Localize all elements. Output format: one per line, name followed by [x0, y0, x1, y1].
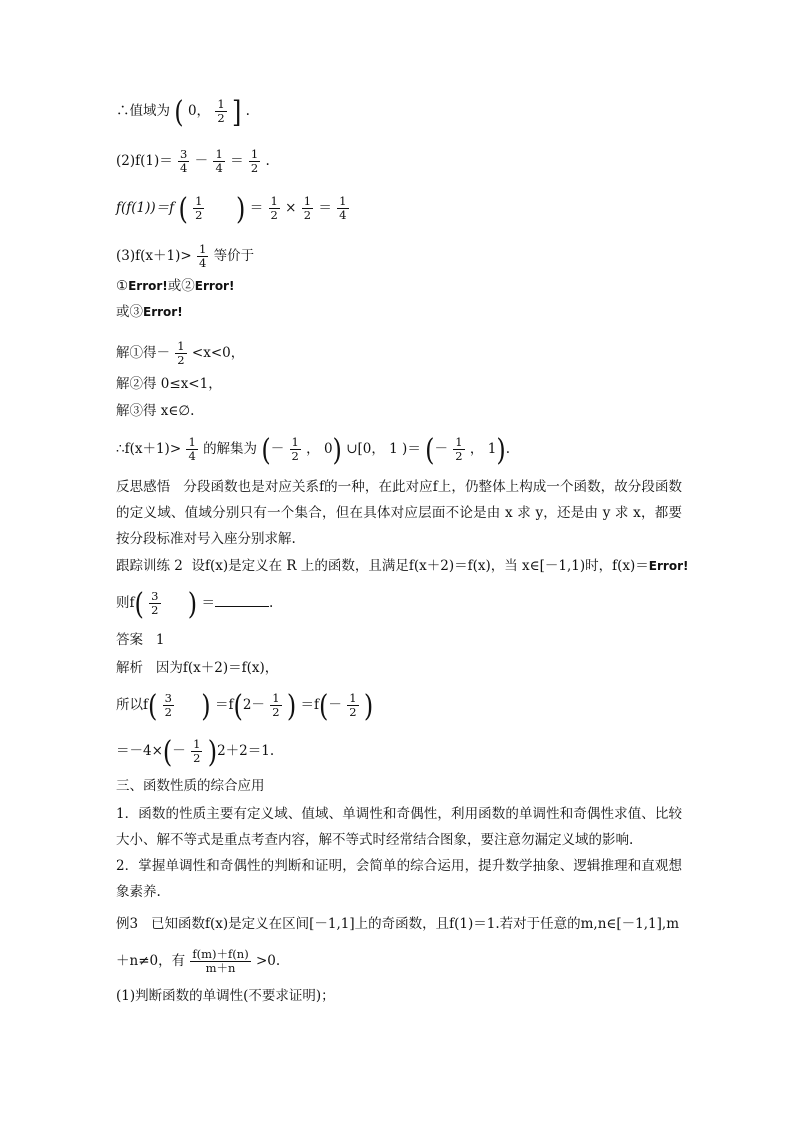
- exercise-question: 则f( $\frac{3}{2}$ ) ＝ .: [116, 586, 274, 621]
- right-bracket: ]: [231, 94, 242, 129]
- solution-3: 解③得 x∈∅.: [116, 403, 195, 419]
- exercise-label: 跟踪训练 2: [116, 558, 183, 574]
- q3-line: (3)f(x＋1)> $\frac{1}{4}$ 等价于: [116, 242, 255, 270]
- fraction: $\frac{1}{4}$: [198, 242, 207, 270]
- reflection-paragraph: 反思感悟 分段函数也是对应关系f的一种，在此对应f上，仍整体上构成一个函数，故分段函数的定义域、值域分别只有一个集合，但在具体对应层面不论是由 x 求 y，还是由 y 求 x，都要按分段标准对号入座分别求解.: [116, 479, 683, 547]
- fraction: $\frac{1}{2}$: [217, 97, 225, 125]
- conclusion-line: ∴f(x＋1)> $\frac{1}{4}$ 的解集为 (－ $\frac{1}{2}$ ， 0) ∪[0， 1 )＝ (－ $\frac{1}{2}$ ， 1).: [116, 432, 510, 467]
- fraction: $\frac{1}{2}$: [177, 339, 185, 367]
- section-title: 三、函数性质的综合应用: [116, 778, 265, 794]
- solution-1: 解①得－ $\frac{1}{2}$ <x<0，: [116, 339, 245, 367]
- range-line: ∴值域为 ( 0， $\frac{1}{2}$ ] .: [116, 94, 250, 129]
- fraction: $\frac{1}{2}$: [272, 691, 280, 719]
- point-1: 1．函数的性质主要有定义域、值域、单调性和奇偶性，利用函数的单调性和奇偶性求值、比较大小、解不等式是重点考查内容，解不等式时经常结合图象，要注意勿漏定义域的影响.: [116, 806, 682, 848]
- fraction: $\frac{3}{2}$: [151, 589, 159, 617]
- answer-blank: [215, 594, 269, 607]
- solution-2: 解②得 0≤x<1，: [116, 376, 222, 392]
- fraction: $\frac{1}{2}$: [250, 147, 259, 175]
- fraction: $\frac{1}{4}$: [215, 147, 223, 175]
- fraction: $\frac{1}{2}$: [455, 435, 463, 463]
- error-ref: Error!: [128, 279, 168, 293]
- range-lower: 0，: [187, 103, 211, 119]
- example-line-2: ＋n≠0，有 $\frac{f(m)+f(n)}{m+n}$ >0.: [116, 947, 281, 975]
- error-line-1: ①Error!或②Error!: [116, 278, 235, 294]
- fraction: $\frac{1}{2}$: [349, 691, 357, 719]
- answer-value: 1: [155, 632, 165, 648]
- exercise-line: 跟踪训练 2 设f(x)是定义在 R 上的函数，且满足f(x＋2)＝f(x)，当 x∈[－1,1)时，f(x)＝Error!: [116, 558, 689, 574]
- left-bracket: (: [174, 94, 184, 129]
- fraction: $\frac{f(m)+f(n)}{m+n}$: [192, 947, 249, 975]
- range-prefix: ∴值域为: [116, 103, 170, 119]
- ff1-line: f(f(1))＝f ( $\frac{1}{2}$ ) ＝ $\frac{1}{2}$ × $\frac{1}{2}$ ＝ $\frac{1}{4}$: [116, 191, 347, 226]
- answer-label: 答案: [116, 632, 143, 648]
- analysis-line-2: 所以f( $\frac{3}{2}$ ) ＝f(2－ $\frac{1}{2}$ ) ＝f(－ $\frac{1}{2}$ ): [116, 688, 374, 723]
- point-2: 2．掌握单调性和奇偶性的判断和证明，会简单的综合运用，提升数学抽象、逻辑推理和直观想象素养.: [116, 858, 682, 900]
- fraction: $\frac{1}{2}$: [195, 194, 203, 222]
- fraction: $\frac{1}{2}$: [193, 737, 201, 765]
- analysis-line-3: ＝－4×(－ $\frac{1}{2}$ )2＋2＝1.: [116, 734, 275, 769]
- answer-line: [116, 630, 164, 650]
- example-label: 例3: [116, 916, 139, 932]
- error-ref: Error!: [648, 559, 689, 573]
- fraction: $\frac{1}{4}$: [339, 194, 347, 222]
- error-line-2: 或③Error!: [116, 304, 183, 320]
- fraction: $\frac{1}{2}$: [303, 194, 312, 222]
- example-question-1: (1)判断函数的单调性(不要求证明)；: [116, 988, 335, 1004]
- fraction: $\frac{1}{4}$: [188, 435, 196, 463]
- error-ref: Error!: [143, 305, 183, 319]
- reflection-label: 反思感悟: [116, 479, 171, 495]
- fraction: $\frac{1}{2}$: [270, 194, 278, 222]
- f1-line: (2)f(1)＝ $\frac{3}{4}$ － $\frac{1}{4}$ ＝ $\frac{1}{2}$ .: [116, 147, 270, 175]
- analysis-line: 解析 因为f(x＋2)＝f(x)，: [116, 660, 279, 676]
- error-ref: Error!: [194, 279, 235, 293]
- example-line: 例3 已知函数f(x)是定义在区间[－1,1]上的奇函数，且f(1)＝1.若对于任意的m,n∈[－1,1],m: [116, 916, 679, 932]
- fraction: $\frac{3}{4}$: [180, 147, 188, 175]
- analysis-label: 解析: [116, 660, 143, 676]
- fraction: $\frac{1}{2}$: [291, 435, 299, 463]
- fraction: $\frac{3}{2}$: [164, 691, 172, 719]
